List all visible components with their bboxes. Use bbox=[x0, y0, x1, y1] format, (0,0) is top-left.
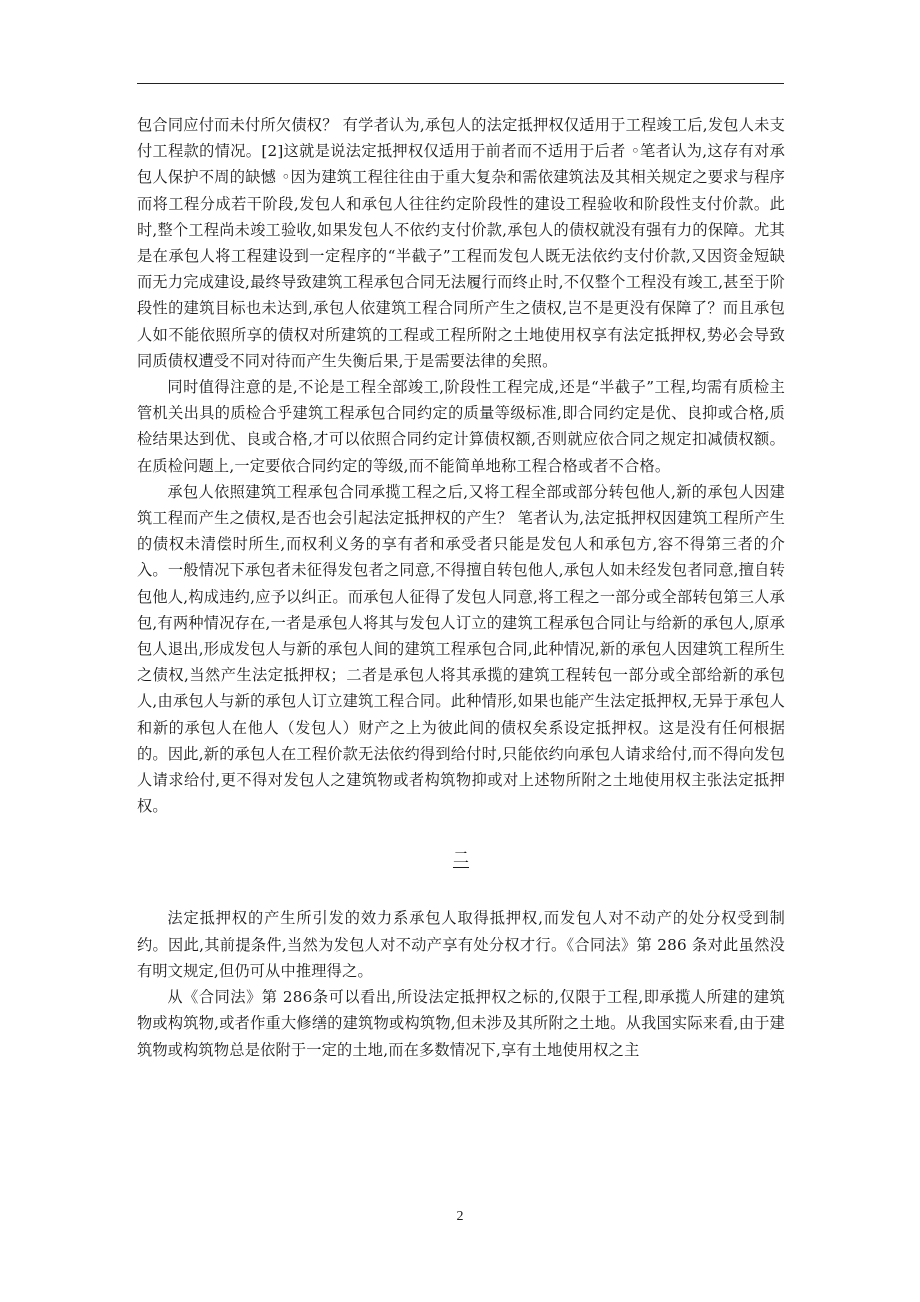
section-heading bbox=[137, 845, 785, 871]
page-number: 2 bbox=[456, 1209, 464, 1224]
section-heading-text: 二 bbox=[452, 848, 469, 868]
document-body bbox=[137, 112, 785, 1063]
paragraph-continuation: 包合同应付而未付所欠债权？ 有学者认为,承包人的法定抵押权仅适用于工程竣工后,发包人未支付工程款的情况。[2]这就是说法定抵押权仅适用于前者而不适用于后者 ◦笔者认为,这存有对承包人保护不周的缺憾 ◦因为建筑工程往往由于重大复杂和需依建筑法及其相关规定之要求与程序而将工程分成若干阶段,发包人和承包人往往约定阶段性的建设工程验收和阶段性支付价款。此时,整个工程尚未竣工验收,如果发包人不依约支付价款,承包人的债权就没有强有力的保障。尤其是在承包人将工程建设到一定程序的“半截子”工程而发包人既无法依约支付价款,又因资金短缺而无力完成建设,最终导致建筑工程承包合同无法履行而终止时,不仅整个工程没有竣工,甚至于阶段性的建筑目标也未达到,承包人依建筑工程合同所产生之债权,岂不是更没有保障了？而且承包人如不能依照所享的债权对所建筑的工程或工程所附之土地使用权享有法定抵押权,势必会导致同质债权遭受不同对待而产生失衡后果,于是需要法律的矣照。 bbox=[137, 116, 785, 370]
paragraph-article-286: 从《合同法》第 286条可以看出,所设法定抵押权之标的,仅限于工程,即承揽人所建的建筑物或构筑物,或者作重大修缮的建筑物或构筑物,但未涉及其所附之土地。从我国实际来看,由于建筑物或构筑物总是依附于一定的土地,而在多数情况下,享有土地使用权之主 bbox=[137, 988, 785, 1059]
header-rule bbox=[137, 83, 784, 84]
paragraph-effect: 法定抵押权的产生所引发的效力系承包人取得抵押权,而发包人对不动产的处分权受到制约。因此,其前提条件,当然为发包人对不动产享有处分权才行。《合同法》第 286 条对此虽然没有明文规定,但仍可从中推理得之。 bbox=[137, 909, 785, 980]
paragraph-subcontracting: 承包人依照建筑工程承包合同承揽工程之后,又将工程全部或部分转包他人,新的承包人因建筑工程而产生之债权,是否也会引起法定抵押权的产生？ 笔者认为,法定抵押权因建筑工程所产生的债权未清偿时所生,而权利义务的享有者和承受者只能是发包人和承包方,容不得第三者的介入。一般情况下承包者未征得发包者之同意,不得擅自转包他人,承包人如未经发包者同意,擅自转包他人,构成违约,应予以纠正。而承包人征得了发包人同意,将工程之一部分或全部转包第三人承包,有两种情况存在,一者是承包人将其与发包人订立的建筑工程承包合同让与给新的承包人,原承包人退出,形成发包人与新的承包人间的建筑工程承包合同,此种情况,新的承包人因建筑工程所生之债权,当然产生法定抵押权；二者是承包人将其承揽的建筑工程转包一部分或全部给新的承包人,由承包人与新的承包人订立建筑工程合同。此种情形,如果也能产生法定抵押权,无异于承包人和新的承包人在他人（发包人）财产之上为彼此间的债权矣系设定抵押权。这是没有任何根据的。因此,新的承包人在工程价款无法依约得到给付时,只能依约向承包人请求给付,而不得向发包人请求给付,更不得对发包人之建筑物或者构筑物抑或对上述物所附之土地使用权主张法定抵押权。 bbox=[137, 482, 785, 816]
paragraph-quality-inspection: 同时值得注意的是,不论是工程全部竣工,阶段性工程完成,还是“半截子”工程,均需有质检主管机关出具的质检合乎建筑工程承包合同约定的质量等级标准,即合同约定是优、良抑或合格,质检结果达到优、良或合格,才可以依照合同约定计算债权额,否则就应依合同之规定扣减债权额。在质检问题上,一定要依合同约定的等级,而不能简单地称工程合格或者不合格。 bbox=[137, 378, 785, 475]
